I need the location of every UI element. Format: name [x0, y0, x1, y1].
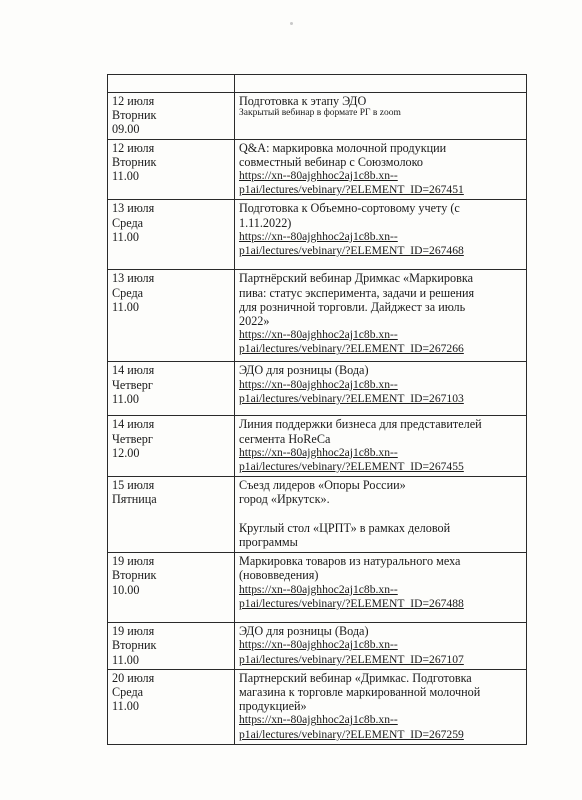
event-weekday: Среда — [112, 685, 144, 700]
header-date-cell — [108, 75, 235, 93]
event-title: ЭДО для розницы (Вода) — [239, 363, 369, 378]
event-cell — [235, 270, 527, 362]
event-cell — [235, 362, 527, 416]
blank-line — [239, 507, 522, 521]
event-title: Подготовка к Объемно-сортовому учету (с — [239, 201, 460, 216]
event-cell — [235, 553, 527, 623]
event-day: 15 июля — [112, 478, 155, 493]
event-time: 10.00 — [112, 582, 140, 597]
event-title: для розничной торговли. Дайджест за июль — [239, 299, 466, 314]
event-title: Линия поддержки бизнеса для представителей — [239, 417, 482, 432]
schedule-table — [107, 74, 527, 745]
event-day: 13 июля — [112, 271, 155, 286]
event-link[interactable]: https://xn--80ajghhoc2aj1c8b.xn-- — [239, 377, 398, 391]
date-cell — [108, 416, 235, 477]
event-link[interactable]: https://xn--80ajghhoc2aj1c8b.xn-- — [239, 328, 398, 342]
event-title: Круглый стол «ЦРПТ» в рамках деловой — [239, 520, 451, 535]
event-link[interactable]: https://xn--80ajghhoc2aj1c8b.xn-- — [239, 638, 398, 652]
event-day: 19 июля — [112, 554, 155, 569]
event-title: программы — [239, 534, 298, 549]
event-title: Партнёрский вебинар Дримкас «Маркировка — [239, 271, 474, 286]
table-row — [108, 93, 527, 140]
event-time: 09.00 — [112, 122, 140, 137]
event-title: Маркировка товаров из натурального меха — [239, 554, 461, 569]
scan-speck — [290, 22, 293, 25]
date-cell — [108, 477, 235, 553]
event-link[interactable]: p1ai/lectures/vebinary/?ELEMENT_ID=267488 — [239, 596, 464, 610]
header-event-cell — [235, 75, 527, 93]
event-weekday: Вторник — [112, 638, 157, 653]
date-cell — [108, 553, 235, 623]
event-link[interactable]: p1ai/lectures/vebinary/?ELEMENT_ID=267468 — [239, 244, 464, 258]
event-time: 11.00 — [112, 169, 139, 184]
date-cell — [108, 200, 235, 270]
event-time: 12.00 — [112, 445, 140, 460]
event-title: город «Иркутск». — [239, 492, 330, 507]
event-link[interactable]: https://xn--80ajghhoc2aj1c8b.xn-- — [239, 445, 398, 459]
event-weekday: Четверг — [112, 431, 153, 446]
event-day: 14 июля — [112, 417, 155, 432]
table-row — [108, 669, 527, 744]
event-title: 2022» — [239, 314, 270, 329]
event-title: совместный вебинар с Союзмолоко — [239, 154, 424, 169]
event-weekday: Пятница — [112, 492, 157, 507]
date-cell — [108, 669, 235, 744]
table-row — [108, 270, 527, 362]
event-link[interactable]: p1ai/lectures/vebinary/?ELEMENT_ID=267455 — [239, 460, 464, 474]
event-time: 11.00 — [112, 391, 139, 406]
event-link[interactable]: p1ai/lectures/vebinary/?ELEMENT_ID=267107 — [239, 652, 464, 666]
event-day: 20 июля — [112, 670, 155, 685]
event-weekday: Среда — [112, 215, 144, 230]
event-cell — [235, 200, 527, 270]
table-row — [108, 623, 527, 670]
event-time: 11.00 — [112, 299, 139, 314]
date-cell — [108, 139, 235, 200]
date-cell — [108, 623, 235, 670]
event-title: 1.11.2022) — [239, 215, 292, 230]
event-title: сегмента HoReCa — [239, 431, 331, 446]
event-time: 11.00 — [112, 652, 139, 667]
table-row — [108, 477, 527, 553]
event-cell — [235, 139, 527, 200]
table-row — [108, 553, 527, 623]
event-weekday: Четверг — [112, 377, 153, 392]
event-day: 14 июля — [112, 363, 155, 378]
event-time: 11.00 — [112, 229, 139, 244]
event-link[interactable]: https://xn--80ajghhoc2aj1c8b.xn-- — [239, 713, 398, 727]
event-title: пива: статус эксперимента, задачи и решения — [239, 285, 475, 300]
event-title: Q&A: маркировка молочной продукции — [239, 140, 447, 155]
event-subtitle: Закрытый вебинар в формате РГ в zoom — [239, 108, 401, 119]
event-day: 19 июля — [112, 624, 155, 639]
event-link[interactable]: https://xn--80ajghhoc2aj1c8b.xn-- — [239, 229, 398, 243]
event-day: 13 июля — [112, 201, 155, 216]
event-title: магазина к торговле маркированной молочной — [239, 685, 481, 700]
event-title: Подготовка к этапу ЭДО — [239, 94, 367, 108]
event-link[interactable]: https://xn--80ajghhoc2aj1c8b.xn-- — [239, 169, 398, 183]
event-cell — [235, 477, 527, 553]
event-title: Партнерский вебинар «Дримкас. Подготовка — [239, 670, 472, 685]
table-row — [108, 200, 527, 270]
event-link[interactable]: p1ai/lectures/vebinary/?ELEMENT_ID=267451 — [239, 183, 464, 197]
event-time: 11.00 — [112, 699, 139, 714]
event-link[interactable]: p1ai/lectures/vebinary/?ELEMENT_ID=267266 — [239, 342, 464, 356]
event-title: ЭДО для розницы (Вода) — [239, 624, 369, 639]
event-day: 12 июля — [112, 94, 155, 108]
event-cell — [235, 623, 527, 670]
event-cell — [235, 93, 527, 140]
event-weekday: Вторник — [112, 568, 157, 583]
event-title: (нововведения) — [239, 568, 319, 583]
table-row — [108, 416, 527, 477]
event-weekday: Вторник — [112, 108, 157, 123]
table-row — [108, 139, 527, 200]
event-weekday: Вторник — [112, 154, 157, 169]
event-cell — [235, 416, 527, 477]
event-day: 12 июля — [112, 140, 155, 155]
table-row — [108, 362, 527, 416]
event-cell — [235, 669, 527, 744]
date-cell — [108, 362, 235, 416]
event-title: Съезд лидеров «Опоры России» — [239, 478, 406, 493]
event-link[interactable]: p1ai/lectures/vebinary/?ELEMENT_ID=267259 — [239, 727, 464, 741]
date-cell — [108, 270, 235, 362]
date-cell — [108, 93, 235, 140]
event-title: продукцией» — [239, 699, 307, 714]
event-link[interactable]: https://xn--80ajghhoc2aj1c8b.xn-- — [239, 582, 398, 596]
event-weekday: Среда — [112, 285, 144, 300]
table-header-row — [108, 75, 527, 93]
event-link[interactable]: p1ai/lectures/vebinary/?ELEMENT_ID=267103 — [239, 391, 464, 405]
